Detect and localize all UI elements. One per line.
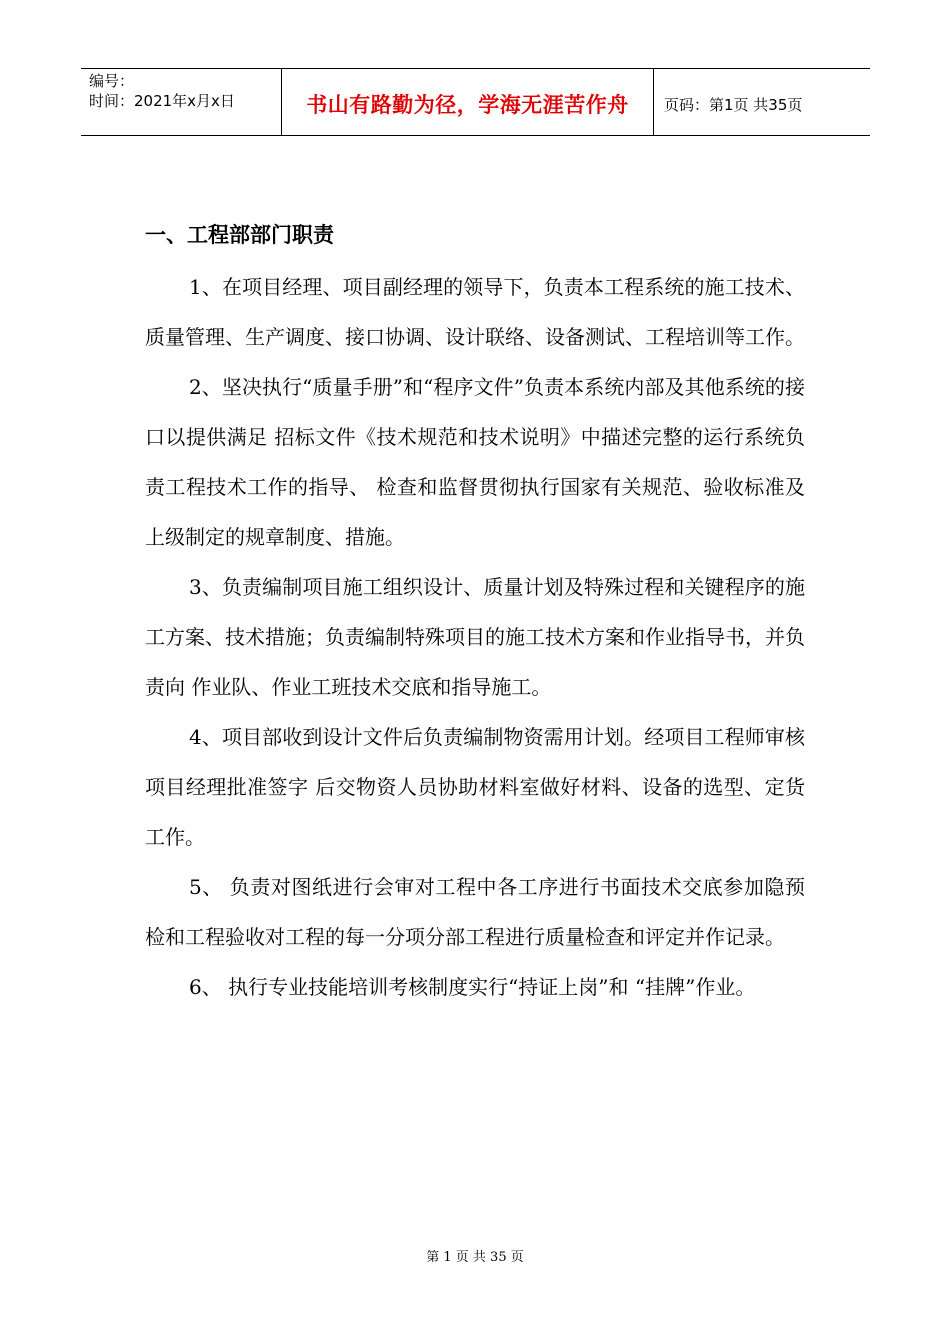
page-footer: 第 1 页 共 35 页 bbox=[426, 1250, 524, 1265]
document-date: 时间：2021年x月x日 bbox=[89, 92, 235, 110]
document-body bbox=[145, 210, 805, 1012]
header-meta bbox=[81, 69, 282, 135]
header-page-info: 页码：第1页 共35页 bbox=[664, 95, 803, 114]
paragraph-5: 5、 负责对图纸进行会审对工程中各工序进行书面技术交底参加隐预检和工程验收对工程的每一分项分部工程进行质量检查和评定并作记录。 bbox=[145, 875, 805, 949]
document-header bbox=[81, 68, 870, 136]
paragraph-2: 2、坚决执行“质量手册”和“程序文件”负责本系统内部及其他系统的接口以提供满足 招标文件《技术规范和技术说明》中描述完整的运行系统负责工程技术工作的指导、 检查和监督贯彻执行国家有关规范、验收标准及上级制定的规章制度、措施。 bbox=[145, 375, 805, 549]
paragraph-4: 4、项目部收到设计文件后负责编制物资需用计划。经项目工程师审核项目经理批准签字 后交物资人员协助材料室做好材料、设备的选型、定货工作。 bbox=[145, 725, 805, 849]
paragraph-1: 1、在项目经理、项目副经理的领导下，负责本工程系统的施工技术、质量管理、生产调度、接口协调、设计联络、设备测试、工程培训等工作。 bbox=[145, 275, 805, 349]
paragraph-3: 3、负责编制项目施工组织设计、质量计划及特殊过程和关键程序的施工方案、技术措施；负责编制特殊项目的施工技术方案和作业指导书，并负责向 作业队、作业工班技术交底和指导施工。 bbox=[145, 575, 805, 699]
section-title: 一、工程部部门职责 bbox=[145, 223, 334, 247]
document-number-label: 编号： bbox=[89, 72, 135, 90]
header-motto-cell bbox=[282, 69, 654, 135]
header-motto: 书山有路勤为径，学海无涯苦作舟 bbox=[306, 93, 629, 117]
paragraph-6: 6、 执行专业技能培训考核制度实行“持证上岗”和 “挂牌”作业。 bbox=[189, 975, 756, 999]
